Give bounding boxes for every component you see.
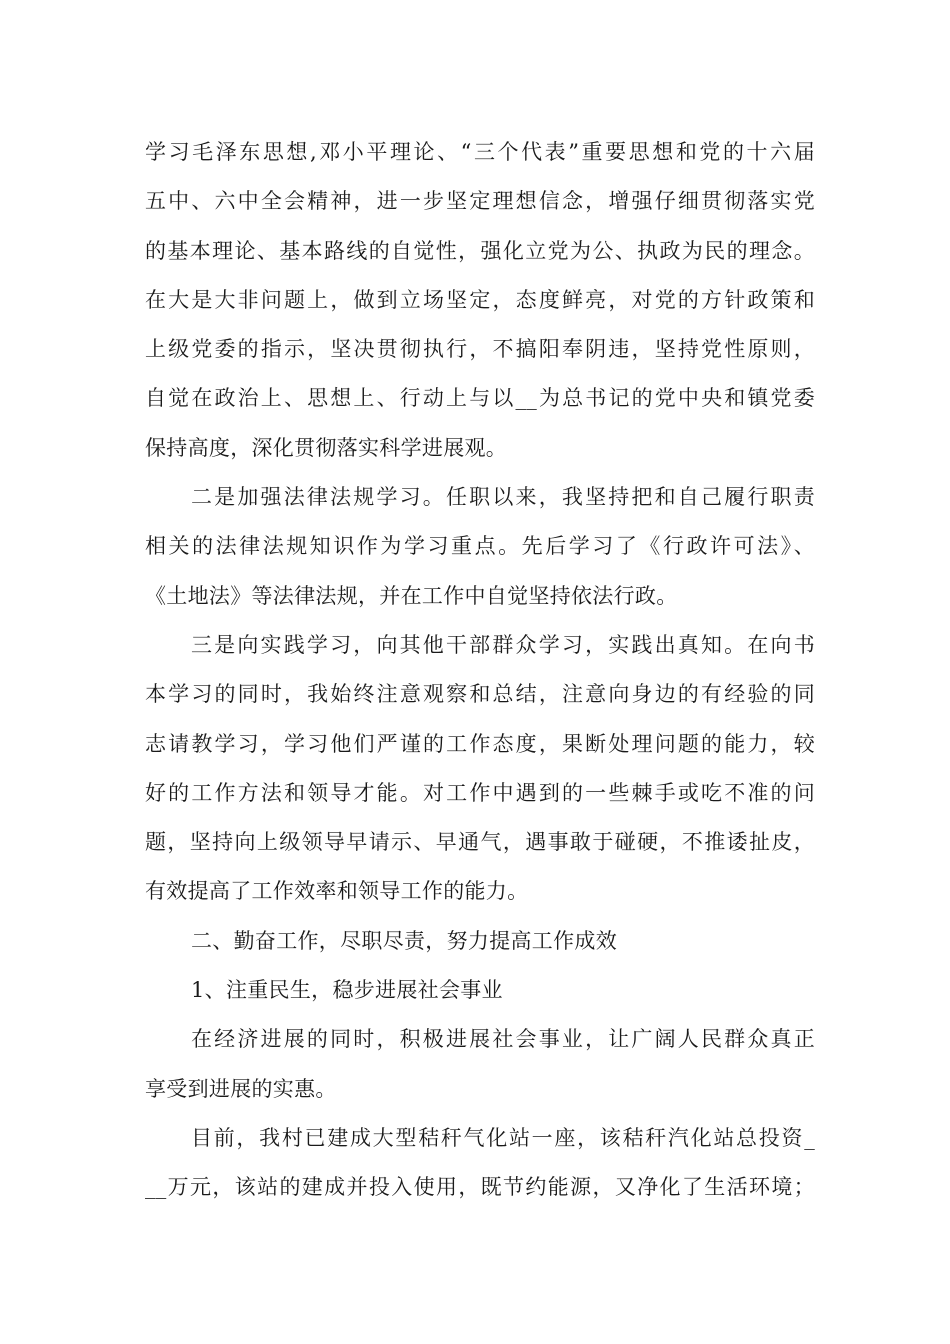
text-line: 的基本理论、基本路线的自觉性，强化立党为公、执政为民的理念。 — [145, 238, 815, 263]
text-line: 二、勤奋工作，尽职尽责，努力提高工作成效 — [191, 928, 617, 953]
text-line: 享受到进展的实惠。 — [145, 1076, 337, 1101]
paragraph-1 — [145, 128, 815, 473]
section-heading — [145, 917, 815, 966]
text-line: __万元，该站的建成并投入使用，既节约能源，又净化了生活环境； — [145, 1175, 815, 1200]
text-line: 三是向实践学习，向其他干部群众学习，实践出真知。在向书 — [191, 632, 815, 657]
text-line: 《土地法》等法律法规，并在工作中自觉坚持依法行政。 — [145, 583, 678, 608]
text-line: 上级党委的指示，坚决贯彻执行，不搞阳奉阴违，坚持党性原则， — [145, 337, 815, 362]
text-line: 在大是大非问题上，做到立场坚定，态度鲜亮，对党的方针政策和 — [145, 287, 815, 312]
text-line: 志请教学习，学习他们严谨的工作态度，果断处理问题的能力，较 — [145, 731, 815, 756]
subsection-heading — [145, 966, 815, 1015]
paragraph-2 — [145, 473, 815, 621]
text-line: 保持高度，深化贯彻落实科学进展观。 — [145, 435, 508, 460]
text-line: 好的工作方法和领导才能。对工作中遇到的一些棘手或吃不准的问 — [145, 780, 815, 805]
paragraph-3 — [145, 621, 815, 917]
paragraph-5 — [145, 1114, 815, 1213]
text-line: 二是加强法律法规学习。任职以来，我坚持把和自己履行职责 — [191, 485, 815, 510]
text-line: 五中、六中全会精神，进一步坚定理想信念，增强仔细贯彻落实党 — [145, 189, 815, 214]
text-line: 有效提高了工作效率和领导工作的能力。 — [145, 879, 529, 904]
text-line: 自觉在政治上、思想上、行动上与以__为总书记的党中央和镇党委 — [145, 386, 815, 411]
text-line: 相关的法律法规知识作为学习重点。先后学习了《行政许可法》、 — [145, 534, 815, 559]
paragraph-4 — [145, 1015, 815, 1114]
text-line: 1、注重民生，稳步进展社会事业 — [191, 978, 503, 1003]
text-line: 学习毛泽东思想,邓小平理论、“三个代表”重要思想和党的十六届 — [145, 140, 815, 164]
text-line: 本学习的同时，我始终注意观察和总结，注意向身边的有经验的同 — [145, 682, 815, 707]
text-line: 题，坚持向上级领导早请示、早通气，遇事敢于碰硬，不推诿扯皮， — [145, 830, 815, 855]
text-line: 目前，我村已建成大型秸秆气化站一座，该秸秆汽化站总投资_ — [191, 1125, 815, 1150]
text-line: 在经济进展的同时，积极进展社会事业，让广阔人民群众真正 — [191, 1027, 815, 1052]
document-body — [145, 128, 815, 1213]
